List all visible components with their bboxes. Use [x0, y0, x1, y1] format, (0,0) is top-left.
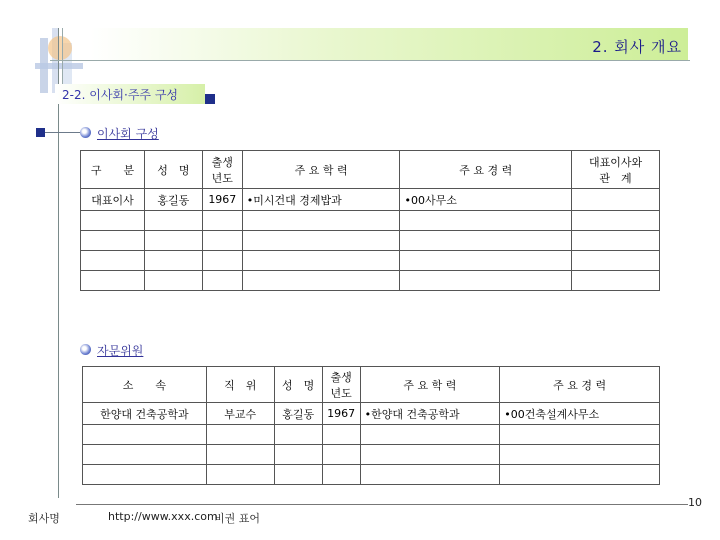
table-row: [81, 271, 660, 291]
table-cell: 부교수: [206, 403, 274, 425]
table-cell: 1967: [322, 403, 360, 425]
advisory-table: [82, 366, 660, 485]
header-cell: 주 요 경 력: [500, 367, 660, 403]
square-bullet-icon: [36, 128, 45, 137]
header-cell: 성 명: [274, 367, 322, 403]
header-cell: 구 분: [81, 151, 145, 189]
divider: [50, 60, 690, 61]
circle-bullet-icon: [80, 344, 91, 355]
footer-divider: [76, 504, 688, 505]
divider: [62, 28, 63, 88]
table-row: [81, 211, 660, 231]
table-cell: 홍길동: [274, 403, 322, 425]
header-cell: 출생 년도: [202, 151, 242, 189]
page-title: 2. 회사 개요: [592, 38, 682, 56]
table-cell: [572, 189, 660, 211]
header-cell: 주 요 경 력: [400, 151, 572, 189]
advisory-label: 자문위원: [97, 344, 144, 358]
header-cell: 주 요 학 력: [360, 367, 500, 403]
circle-bullet-icon: [80, 127, 91, 138]
header-cell: 대표이사와 관 계: [572, 151, 660, 189]
section-title: 2-2. 이사회·주주 구성: [62, 88, 179, 102]
table-row: [81, 251, 660, 271]
header-cell: 출생 년도: [322, 367, 360, 403]
header-cell: 소 속: [83, 367, 207, 403]
table-cell: 1967: [202, 189, 242, 211]
table-row: [83, 445, 660, 465]
footer-slogan: 비권 표어: [214, 512, 261, 525]
table-cell: 홍길동: [144, 189, 202, 211]
table-cell: •00사무소: [400, 189, 572, 211]
board-label: 이사회 구성: [97, 127, 159, 141]
page-number: 10: [688, 496, 702, 509]
header-cell: 주 요 학 력: [242, 151, 400, 189]
table-cell: •00건축설계사무소: [500, 403, 660, 425]
header-cell: 성 명: [144, 151, 202, 189]
table-row: [81, 231, 660, 251]
table-row: [83, 403, 660, 425]
table-header-row: [81, 151, 660, 189]
header-cell: 직 위: [206, 367, 274, 403]
table-cell: 대표이사: [81, 189, 145, 211]
table-cell: •미시건대 경제밥과: [242, 189, 400, 211]
table-row: [81, 189, 660, 211]
table-row: [83, 425, 660, 445]
table-row: [83, 465, 660, 485]
section-square-icon: [205, 94, 215, 104]
table-cell: •한양대 건축공학과: [360, 403, 500, 425]
board-table: [80, 150, 660, 291]
table-header-row: [83, 367, 660, 403]
table-cell: 한양대 건축공학과: [83, 403, 207, 425]
company-url: http://www.xxx.com: [108, 510, 218, 523]
company-name: 회사명: [28, 512, 60, 525]
